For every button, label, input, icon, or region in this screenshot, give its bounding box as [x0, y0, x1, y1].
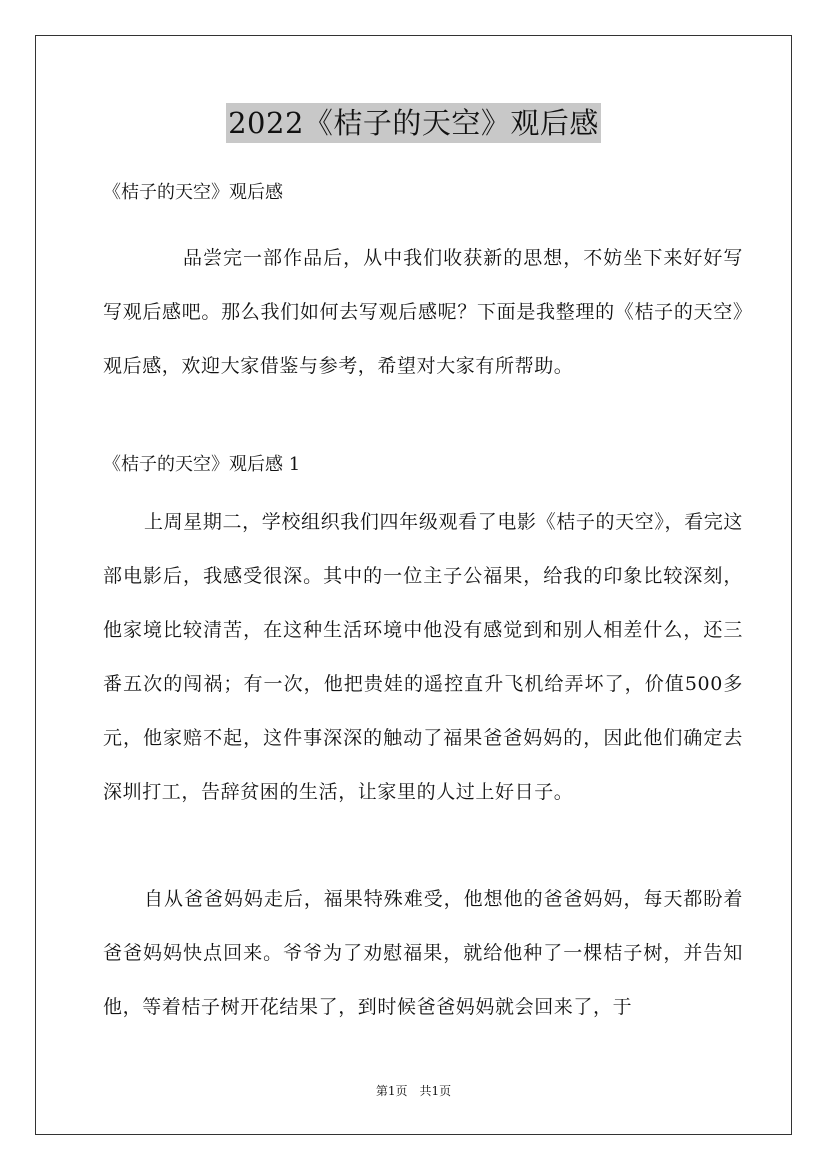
document-title — [0, 103, 827, 143]
intro-paragraph: 品尝完一部作品后，从中我们收获新的思想，不妨坐下来好好写写观后感吧。那么我们如何去写观后感呢？下面是我整理的《桔子的天空》观后感，欢迎大家借鉴与参考，希望对大家有所帮助。 — [103, 247, 743, 377]
body-paragraph-1: 上周星期二，学校组织我们四年级观看了电影《桔子的天空》，看完这部电影后，我感受很深。其中的一位主子公福果，给我的印象比较深刻，他家境比较清苦，在这种生活环境中他没有感觉到和别人相差什么，还三番五次的闯祸；有一次，他把贵娃的遥控直升飞机给弄坏了，价值500多元，他家赔不起，这件事深深的触动了福果爸爸妈妈的，因此他们确定去深圳打工，告辞贫困的生活，让家里的人过上好日子。 — [103, 511, 743, 803]
page-footer: 第1页 共1页 — [375, 1084, 452, 1098]
document-title-text: 2022《桔子的天空》观后感 — [226, 103, 601, 143]
document-subtitle: 《桔子的天空》观后感 — [103, 182, 283, 203]
body-paragraph-2: 自从爸爸妈妈走后，福果特殊难受，他想他的爸爸妈妈，每天都盼着爸爸妈妈快点回来。爷爷为了劝慰福果，就给他种了一棵桔子树，并告知他，等着桔子树开花结果了，到时候爸爸妈妈就会回来了，于 — [103, 888, 743, 1018]
section-heading: 《桔子的天空》观后感 1 — [103, 454, 301, 475]
